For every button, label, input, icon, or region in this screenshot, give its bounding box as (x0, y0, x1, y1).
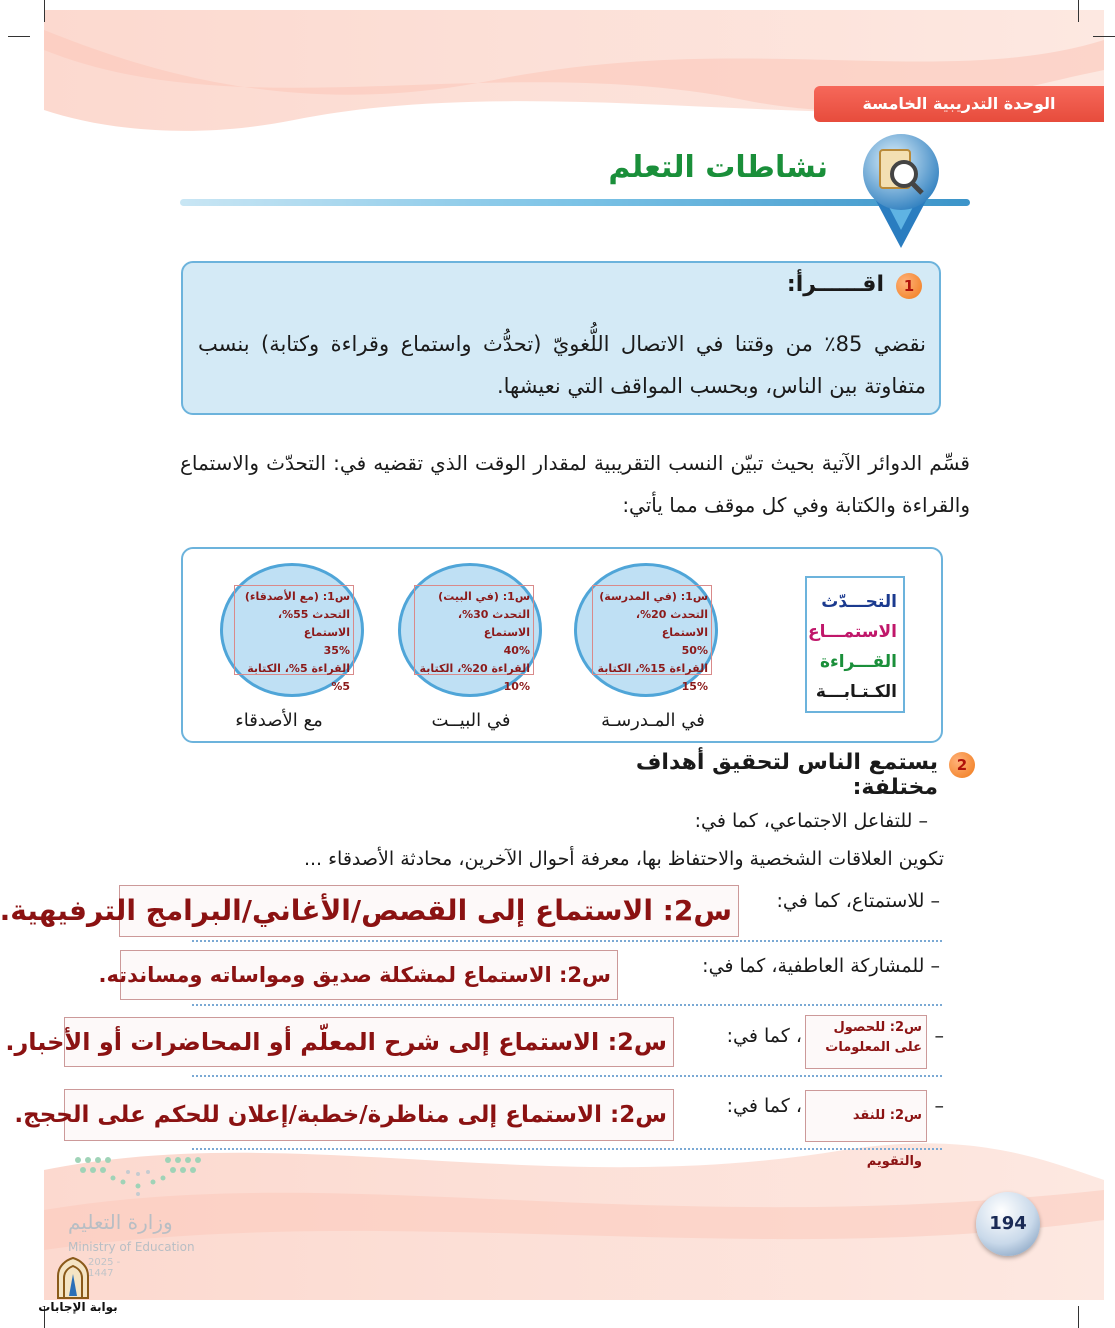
answer-line (192, 1148, 942, 1150)
legend-speaking: التحـــدّث (821, 592, 897, 612)
ministry-name-ar: وزارة التعليم (68, 1210, 173, 1234)
critique-label: ، كما في: (726, 1095, 802, 1117)
info-answer[interactable]: س2: الاستماع إلى شرح المعلّم أو المحاضرات أو الأخبار. (64, 1017, 674, 1067)
critique-blank-answer[interactable]: س2: للنقد والتقويم (805, 1090, 927, 1142)
q1-text: نقضي 85٪ من وقتنا في الاتصال اللُّغويّ (تحدُّث واستماع وقراءة وكتابة) بنسب متفاوتة بين الناس، وبحسب المواقف التي نعيشها. (198, 332, 927, 398)
circle-label-home: في البيــت (431, 710, 511, 731)
crop-mark (1078, 0, 1079, 22)
answer-line (192, 940, 942, 942)
legend-writing: الكـتـابـــة (815, 682, 897, 702)
ministry-logo-icon (68, 1152, 208, 1200)
answer-line (192, 1075, 942, 1077)
critique-dash: – (934, 1095, 944, 1117)
circle-answer-home: س1: (في البيت) التحدث 30%، الاستماع 40% القراءة 20%، الكتابة 10% (414, 585, 534, 675)
social-examples: تكوين العلاقات الشخصية والاحتفاظ بها، معرفة أحوال الآخرين، محادثة الأصدقاء ... (303, 848, 944, 870)
emotional-answer[interactable]: س2: الاستماع لمشكلة صديق ومواساته ومساندته. (120, 950, 618, 1000)
answer-line (192, 1004, 942, 1006)
emotional-label: – للمشاركة العاطفية، كما في: (702, 955, 940, 977)
question-number-badge: 2 (949, 752, 975, 778)
legend-box (805, 576, 905, 713)
circles-instruction: قسِّم الدوائر الآتية بحيث تبيّن النسب التقريبية لمقدار الوقت الذي تقضيه في: التحدّث والاستماع والقراءة والكتابة وفي كل موقف مما يأتي: (180, 451, 970, 517)
info-blank-answer[interactable]: س2: للحصول على المعلومات (805, 1015, 927, 1069)
info-label: ، كما في: (726, 1025, 802, 1047)
unit-label: الوحدة التدريبية الخامسة (814, 86, 1104, 122)
crop-mark (8, 36, 30, 37)
magnifier-emblem-icon (846, 130, 956, 250)
portal-name: بوابة الإجابات (38, 1300, 118, 1314)
circle-answer-school: س1: (في المدرسة) التحدث 20%، الاستماع 50% القراءة 15%، الكتابة 15% (592, 585, 712, 675)
crop-mark (1078, 1306, 1079, 1328)
crop-mark (44, 0, 45, 22)
q2-title: يستمع الناس لتحقيق أهداف مختلفة: (635, 750, 938, 800)
circle-label-school: في المـدرسـة (601, 710, 705, 731)
legend-reading: القـــراءة (819, 652, 897, 672)
portal-logo-icon (52, 1256, 94, 1300)
page-number: 194 (976, 1192, 1040, 1256)
crop-mark (1093, 36, 1115, 37)
info-dash: – (934, 1025, 944, 1047)
legend-listening: الاستمـــاع (808, 622, 897, 642)
question-number-badge: 1 (896, 273, 922, 299)
circle-label-friends: مع الأصدقاء (235, 710, 323, 731)
enjoy-answer[interactable]: س2: الاستماع إلى القصص/الأغاني/البرامج الترفيهية. (119, 885, 739, 937)
circle-answer-friends: س1: (مع الأصدقاء) التحدث 55%، الاستماع 35% القراءة 5%، الكتابة 5% (234, 585, 354, 675)
ministry-name-en: Ministry of Education (68, 1240, 195, 1254)
year-label: 2025 - 1447 (88, 1257, 121, 1279)
social-label: – للتفاعل الاجتماعي، كما في: (694, 810, 928, 832)
critique-answer[interactable]: س2: الاستماع إلى مناظرة/خطبة/إعلان للحكم على الحجج. (64, 1089, 674, 1141)
enjoy-label: – للاستمتاع، كما في: (776, 890, 940, 912)
section-title: نشاطات التعلم (608, 150, 828, 185)
q1-title: اقــــــرأ: (786, 272, 884, 297)
